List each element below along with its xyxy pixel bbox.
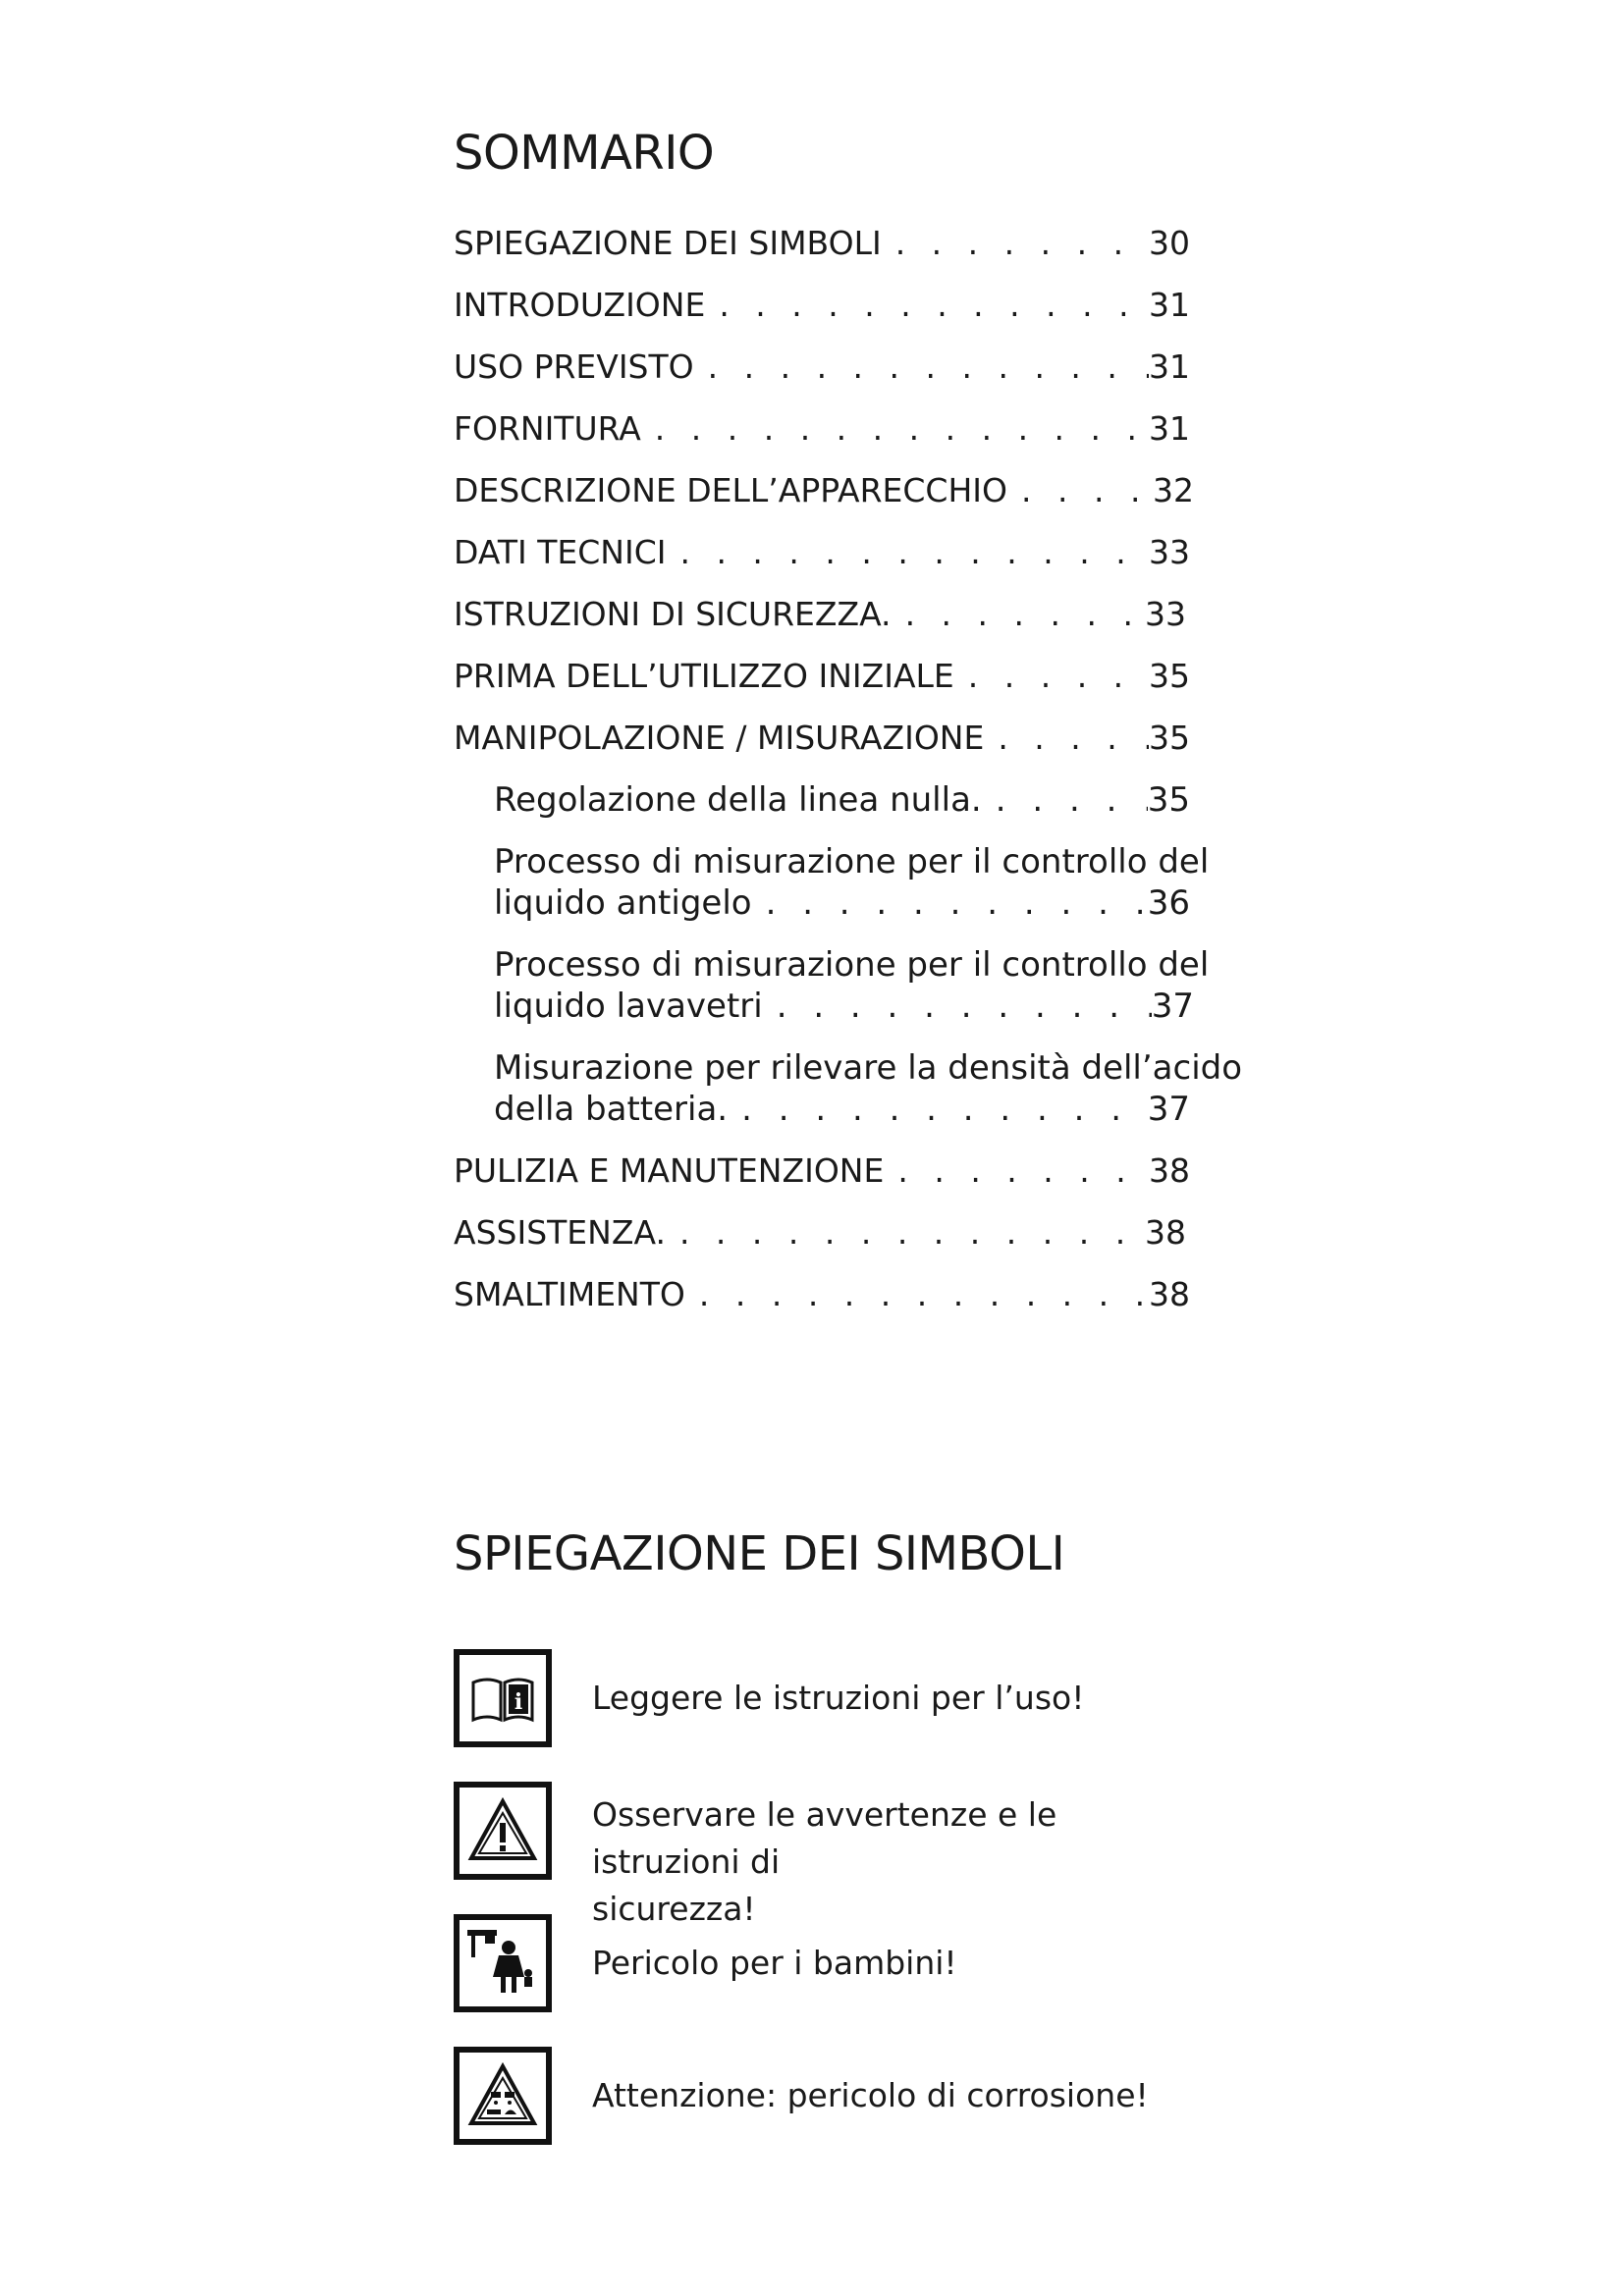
toc-entry-page: 35: [1149, 719, 1190, 757]
toc-subentry-line1: Processo di misurazione per il controllo del: [494, 842, 1210, 881]
toc-entry-title: DESCRIZIONE DELL’APPARECCHIO: [454, 471, 1007, 509]
toc-subentry: [494, 778, 1190, 822]
toc-entry: [454, 407, 1190, 451]
toc-entry-title: USO PREVISTO: [454, 347, 694, 386]
toc-subentry-page: 37: [1147, 1090, 1190, 1129]
toc-entry: [454, 284, 1190, 327]
symbol-text-line: sicurezza!: [592, 1890, 756, 1928]
warning-triangle-icon: [454, 1782, 552, 1880]
symbol-item: [454, 2047, 1190, 2145]
toc-entry: [454, 1211, 1186, 1255]
toc-entry-page: 38: [1149, 1151, 1190, 1190]
toc-subentry-title: liquido antigelo: [494, 883, 752, 923]
toc-entry-title: SMALTIMENTO: [454, 1275, 685, 1313]
toc-entry: [454, 717, 1190, 760]
child-danger-icon: [454, 1914, 552, 2012]
toc-entry-page: 38: [1145, 1213, 1186, 1252]
toc-subentry-page: 36: [1147, 883, 1190, 923]
svg-text:i: i: [514, 1689, 523, 1715]
toc-entry-title: PRIMA DELL’UTILIZZO INIZIALE: [454, 657, 954, 695]
toc-subentry-line1: Misurazione per rilevare la densità dell’acido: [494, 1048, 1243, 1088]
toc-entry: [454, 531, 1190, 574]
toc-entry: [454, 1273, 1190, 1316]
toc-subentry-page: 35: [1147, 780, 1190, 820]
toc-entry-page: 31: [1149, 347, 1190, 386]
toc-entry: [454, 469, 1194, 512]
symbol-text: Leggere le istruzioni per l’uso!: [592, 1679, 1085, 1717]
symbol-item: [454, 1782, 1190, 1928]
toc-entry-page: 31: [1149, 286, 1190, 324]
toc-entry-title: INTRODUZIONE: [454, 286, 706, 324]
toc-entry: [454, 655, 1190, 698]
toc-entry: [454, 346, 1190, 389]
toc-entry-title: MANIPOLAZIONE / MISURAZIONE: [454, 719, 985, 757]
toc-entry-title: ASSISTENZA.: [454, 1213, 666, 1252]
toc-entry-page: 38: [1149, 1275, 1190, 1313]
toc-entry: [454, 593, 1186, 636]
symbol-item: [454, 1914, 1190, 2012]
toc-subentry-line1: Processo di misurazione per il controllo del: [494, 945, 1210, 985]
toc-subentry-title: liquido lavavetri: [494, 987, 763, 1026]
toc-entry: [454, 1149, 1190, 1193]
symbol-text: Attenzione: pericolo di corrosione!: [592, 2076, 1149, 2114]
toc-entry: [454, 222, 1190, 265]
toc-subentry-title: Regolazione della linea nulla.: [494, 780, 982, 820]
read-manual-icon: [454, 1649, 552, 1747]
toc-entry-page: 31: [1149, 409, 1190, 448]
toc-entry-title: ISTRUZIONI DI SICUREZZA.: [454, 595, 892, 633]
toc-entry-page: 33: [1145, 595, 1186, 633]
symbols-title: SPIEGAZIONE DEI SIMBOLI: [454, 1526, 1065, 1581]
corrosion-icon: [454, 2047, 552, 2145]
symbol-text-line: Osservare le avvertenze e le istruzioni di: [592, 1795, 1057, 1881]
toc-entry-page: 33: [1149, 533, 1190, 571]
toc-entry-page: 35: [1149, 657, 1190, 695]
toc-entry-page: 32: [1153, 471, 1194, 509]
toc-subentry-title: della batteria.: [494, 1090, 729, 1129]
toc-subentry: [494, 881, 1190, 925]
toc-entry-title: PULIZIA E MANUTENZIONE: [454, 1151, 885, 1190]
toc-title: SOMMARIO: [454, 126, 715, 181]
toc-entry-title: DATI TECNICI: [454, 533, 667, 571]
toc-subentry-page: 37: [1151, 987, 1194, 1026]
toc-entry-title: SPIEGAZIONE DEI SIMBOLI: [454, 224, 882, 262]
symbol-item: [454, 1649, 1190, 1747]
toc-subentry: [494, 1088, 1190, 1131]
symbol-text: [592, 1791, 1181, 1933]
toc-entry-title: FORNITURA: [454, 409, 641, 448]
toc-entry-page: 30: [1149, 224, 1190, 262]
symbol-text: Pericolo per i bambini!: [592, 1944, 957, 1982]
toc-subentry: [494, 985, 1194, 1028]
